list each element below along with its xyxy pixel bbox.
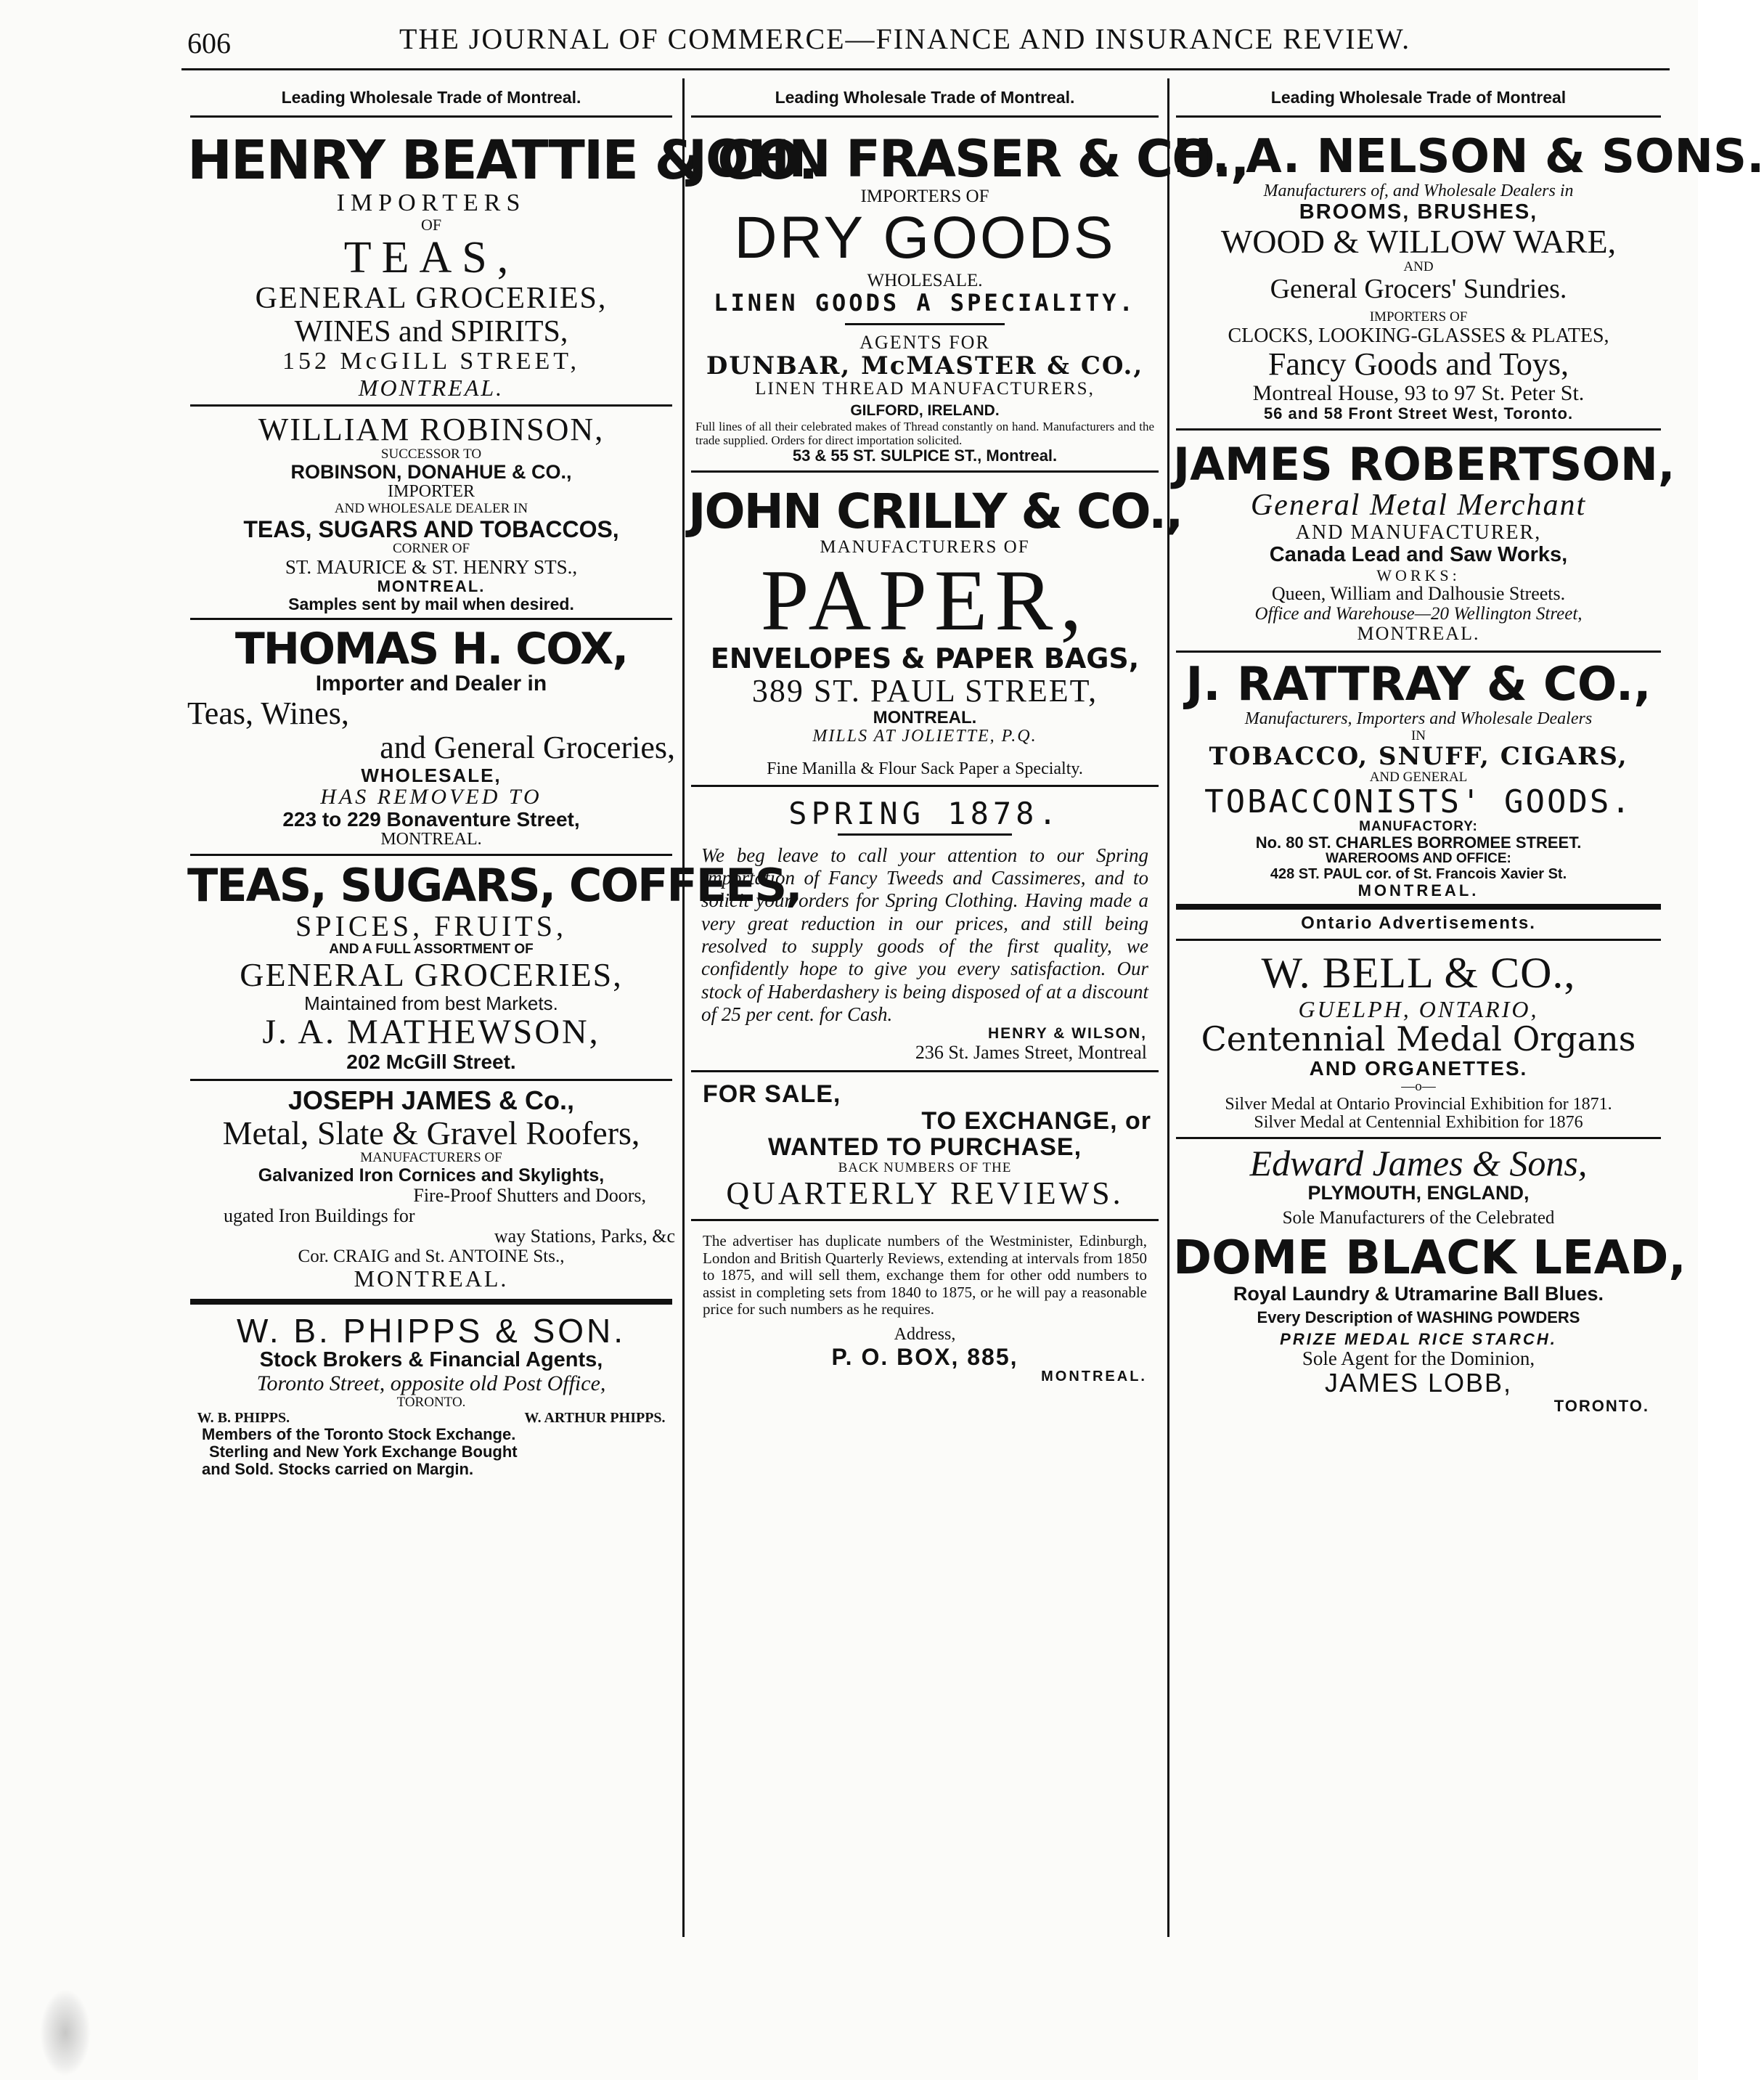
ad-line: Office and Warehouse—20 Wellington Street, [1254,604,1583,624]
ad-john-fraser [688,129,1249,470]
rule [691,470,1159,473]
ad-spring-1878 [688,797,1161,1070]
ad-henry-beattie [187,129,817,404]
ad-line: MANUFACTURERS OF [820,537,1030,558]
ad-line: 202 McGill Street. [346,1050,516,1073]
advertiser-name: JOHN CRILLY & CO., [688,483,1183,539]
ad-joseph-james [187,1087,675,1299]
ad-line: General Grocers' Sundries. [1270,274,1567,305]
ad-line: Fire-Proof Shutters and Doors, [413,1184,646,1206]
ad-line: way Stations, Parks, &c [494,1225,675,1247]
ad-line: WANTED TO PURCHASE, [767,1133,1082,1162]
ad-line: QUARTERLY REVIEWS. [726,1175,1124,1211]
paper-blemish [40,1989,91,2076]
advertiser-name: JOHN FRASER & CO., [688,129,1249,189]
ad-line: AND ORGANETTES. [1309,1056,1528,1080]
advertiser-name: W. B. PHIPPS & SON. [236,1311,626,1350]
ad-line: Maintained from best Markets. [304,992,558,1014]
ad-line: Queen, William and Dalhousie Streets. [1271,583,1566,605]
ad-line: PAPER, [760,552,1090,649]
column-rule-1 [682,78,685,1937]
ad-line: 389 ST. PAUL STREET, [751,673,1098,709]
ad-line: IN [1410,727,1426,743]
ad-line: MONTREAL. [873,707,977,727]
advertiser-name: JOSEPH JAMES & Co., [287,1085,575,1115]
ad-mathewson [187,859,801,1078]
running-title: THE JOURNAL OF COMMERCE—FINANCE AND INSURANCE REVIEW. [399,23,1411,55]
ad-john-crilly [688,483,1183,786]
ad-line: AND MANUFACTURER, [1295,521,1542,545]
ad-line: P. O. BOX, 885, [831,1343,1018,1370]
rule [1176,115,1661,118]
ad-line: MONTREAL. [380,830,482,849]
rule [190,854,672,856]
ad-line: Samples sent by mail when desired. [288,594,574,613]
ad-line: 152 McGILL STREET, [282,347,581,375]
ad-line: AND GENERAL [1369,769,1468,785]
ad-line: TO EXCHANGE, or [921,1106,1151,1135]
ad-line: Manufacturers, Importers and Wholesale Dealers [1244,709,1593,728]
ad-line: General Metal Merchant [1250,488,1587,522]
ad-line: Fancy Goods and Toys, [1267,346,1569,383]
short-rule [845,323,1005,325]
ad-line: Toronto Street, opposite old Post Office, [256,1371,606,1395]
ad-line: IMPORTERS OF [860,187,989,207]
ad-line: 56 and 58 Front Street West, Toronto. [1263,404,1574,423]
ad-line: DRY GOODS [734,205,1116,272]
ad-thomas-cox [187,623,675,855]
ad-line: IMPORTER [388,482,475,502]
advertiser-name: W. BELL & CO., [1261,948,1576,997]
ad-paragraph: The advertiser has duplicate numbers of the Westminister, Edinburgh, London and British Quarterly Reviews, extending at intervals from 1850 to 1875, and will sell them, exchange them for other odd numbers to assist in completing sets from 1840 to 1875, or he will pay a reasonable price for such numbers as he requires. [703,1232,1147,1318]
ad-line: TORONTO. [396,1395,466,1411]
ad-signature: HENRY & WILSON, [987,1025,1147,1043]
ad-line: MONTREAL. [1357,881,1479,900]
ad-james-robertson [1173,437,1675,650]
ad-line: and Sold. Stocks carried on Margin. [202,1459,474,1478]
ad-line: J. A. MATHEWSON, [262,1012,600,1051]
rule [190,618,672,620]
ad-w-bell [1173,950,1664,1137]
ad-line: Cor. CRAIG and St. ANTOINE Sts., [298,1247,565,1267]
ad-line: PRIZE MEDAL RICE STARCH. [1280,1330,1557,1349]
ad-line [187,1411,675,1427]
rule [1176,428,1661,431]
ad-line: AND WHOLESALE DEALER IN [334,501,528,517]
ad-line: MONTREAL. [358,374,505,401]
ad-line: Canada Lead and Saw Works, [1269,543,1568,567]
ad-line: IMPORTERS OF [1369,309,1468,325]
page-number: 606 [187,27,231,60]
ad-line: WAREROOMS AND OFFICE: [1326,851,1511,867]
advertiser-name: WILLIAM ROBINSON, [258,412,605,448]
advertiser-name: Edward James & Sons, [1249,1142,1588,1183]
rule [1176,650,1661,653]
ad-line: Address, [894,1324,956,1344]
ad-line: 223 to 229 Bonaventure Street, [282,808,580,831]
ad-line: GUELPH, ONTARIO, [1298,995,1539,1022]
ad-line: Manufacturers of, and Wholesale Dealers in [1263,181,1574,200]
ad-line: WHOLESALE. [867,270,983,290]
ad-line: MONTREAL. [377,576,486,595]
ad-line: Members of the Toronto Stock Exchange. [202,1425,516,1444]
rule [691,115,1159,118]
ad-line: Centennial Medal Organs [1201,1019,1636,1059]
ad-line: FOR SALE, [703,1080,841,1108]
ad-paragraph: Silver Medal at Ontario Provincial Exhibition for 1871. [1225,1094,1612,1114]
section-heading: Ontario Advertisements. [1301,913,1536,933]
advertiser-name: THOMAS H. COX, [234,623,628,674]
ad-line: LINEN THREAD MANUFACTURERS, [755,379,1095,399]
ad-line: Galvanized Iron Cornices and Skylights, [258,1165,605,1186]
ad-line: Royal Laundry & Utramarine Ball Blues. [1233,1283,1604,1305]
ad-line: WINES and SPIRITS, [294,314,568,348]
rule [1176,939,1661,941]
ad-line: DUNBAR, McMASTER & CO., [706,351,1144,380]
advertiser-name: HENRY BEATTIE & CO. [187,129,817,192]
rule [691,1219,1159,1221]
ad-paragraph: Full lines of all their celebrated makes of Thread constantly on hand. Manufacturers and the trade supplied. Orders for direct importation solicited. [695,419,1154,448]
middle-column [688,78,1249,1385]
section-heading: Leading Wholesale Trade of Montreal [1270,88,1567,107]
ad-line: AND [1403,258,1434,274]
ad-phipps [187,1313,675,1478]
ad-line: AND A FULL ASSORTMENT OF [329,941,534,957]
ad-line: MILLS AT JOLIETTE, P.Q. [812,726,1037,746]
ad-line: IMPORTERS [336,189,526,216]
ad-line: ROBINSON, DONAHUE & CO., [290,461,572,484]
column-rule-2 [1167,78,1169,1937]
ad-line: MANUFACTURERS OF [360,1150,502,1166]
ad-title: SPRING 1878. [788,796,1061,832]
rule [190,115,672,118]
ad-line: TEAS, SUGARS AND TOBACCOS, [243,515,619,542]
ad-line: 236 St. James Street, Montreal [915,1041,1147,1063]
ad-william-robinson [187,412,675,617]
ad-line: 53 & 55 ST. SULPICE ST., Montreal. [792,446,1058,465]
ad-line: HAS REMOVED TO [320,784,542,809]
rule [1176,1137,1661,1139]
ad-line: WHOLESALE, [361,764,502,786]
ad-line: Montreal House, 93 to 97 St. Peter St. [1252,380,1585,405]
ad-line: ugated Iron Buildings for [224,1204,415,1226]
ad-line: TOBACCONISTS' GOODS. [1204,783,1633,821]
advertiser-name: H. A. NELSON & SONS. [1173,129,1764,184]
ad-line: Every Description of WASHING POWDERS [1257,1308,1580,1327]
ad-line: DOME BLACK LEAD, [1173,1231,1686,1286]
ad-line: —o— [1401,1079,1436,1095]
ad-line: MONTREAL. [1041,1369,1147,1385]
partner-name: W. B. PHIPPS. [197,1409,290,1426]
ad-line: TOBACCO, SNUFF, CIGARS, [1209,742,1628,772]
section-heading: Leading Wholesale Trade of Montreal. [281,88,581,107]
short-rule [838,833,1012,836]
ad-line: Stock Brokers & Financial Agents, [259,1348,603,1372]
ad-line: PLYMOUTH, ENGLAND, [1307,1181,1530,1204]
ad-line: WOOD & WILLOW WARE, [1220,223,1617,261]
ad-line: TEAS, SUGARS, COFFEES, [187,859,801,913]
ad-line: JAMES LOBB, [1324,1368,1513,1398]
ad-line: Importer and Dealer in [315,672,547,696]
ad-line: WORKS: [1376,566,1461,584]
ad-line: AGENTS FOR [859,331,990,353]
ad-nelson [1173,129,1764,428]
ad-line: 428 ST. PAUL cor. of St. Francois Xavier St. [1270,865,1567,882]
section-heading: Leading Wholesale Trade of Montreal. [775,88,1075,107]
ad-line: LINEN GOODS A SPECIALITY. [714,288,1136,317]
ad-line: BACK NUMBERS OF THE [838,1160,1012,1176]
ad-quarterly-reviews [688,1081,1161,1385]
ad-line: MONTREAL. [1357,623,1480,645]
ad-line: ST. MAURICE & ST. HENRY STS., [285,555,578,578]
ad-line: Fine Manilla & Flour Sack Paper a Specialty. [767,759,1083,779]
ad-line: Metal, Slate & Gravel Roofers, [222,1114,640,1151]
header-rule [181,68,1670,70]
ad-line: Sterling and New York Exchange Bought [209,1442,518,1461]
ad-paragraph: We beg leave to call your attention to our Spring Importation of Fancy Tweeds and Cassimeres, and to solicit your orders for Spring Clothing. Having made a very great reduction in our prices, and still being resolved to supply goods of the first quality, we confidently hope to give you every satisfaction. Our stock of Haberdashery is being disposed of at a discount of 25 per cent. for Cash. [701,844,1148,1025]
ad-line: GENERAL GROCERIES, [255,282,608,316]
rule [190,1079,672,1081]
ad-line: CLOCKS, LOOKING-GLASSES & PLATES, [1228,324,1609,347]
ad-line: Silver Medal at Centennial Exhibition for 1876 [1254,1113,1583,1133]
ad-line: SUCCESSOR TO [380,446,482,462]
rule [190,404,672,407]
ad-line: Sole Manufacturers of the Celebrated [1282,1208,1555,1228]
ad-line: GENERAL GROCERIES, [240,956,623,994]
ad-line: and General Groceries, [380,730,675,766]
ad-line: Sole Agent for the Dominion, [1302,1347,1535,1369]
ad-line: ENVELOPES & PAPER BAGS, [710,643,1140,675]
advertiser-name: JAMES ROBERTSON, [1173,437,1675,491]
ad-line: CORNER OF [392,541,470,557]
ad-rattray [1173,657,1664,904]
rule [691,1070,1159,1072]
ad-line: TORONTO. [1553,1396,1649,1415]
ad-line: GILFORD, IRELAND. [850,402,1000,420]
ad-line: SPICES, FRUITS, [295,910,567,943]
ad-line: No. 80 ST. CHARLES BORROMEE STREET. [1255,833,1582,852]
ad-line: OF [420,216,442,234]
ad-line: MONTREAL. [354,1265,509,1292]
ad-line: TEAS, [343,233,519,283]
rule [1176,904,1661,910]
right-column [1173,78,1764,1415]
rule [691,785,1159,787]
rule [190,1299,672,1305]
advertiser-name: J. RATTRAY & CO., [1185,657,1651,711]
ad-line: MANUFACTORY: [1359,818,1478,834]
partner-name: W. ARTHUR PHIPPS. [524,1409,666,1426]
ad-edward-james [1173,1142,1686,1415]
ad-line: Teas, Wines, [187,695,349,731]
ad-line: BROOMS, BRUSHES, [1299,200,1538,224]
